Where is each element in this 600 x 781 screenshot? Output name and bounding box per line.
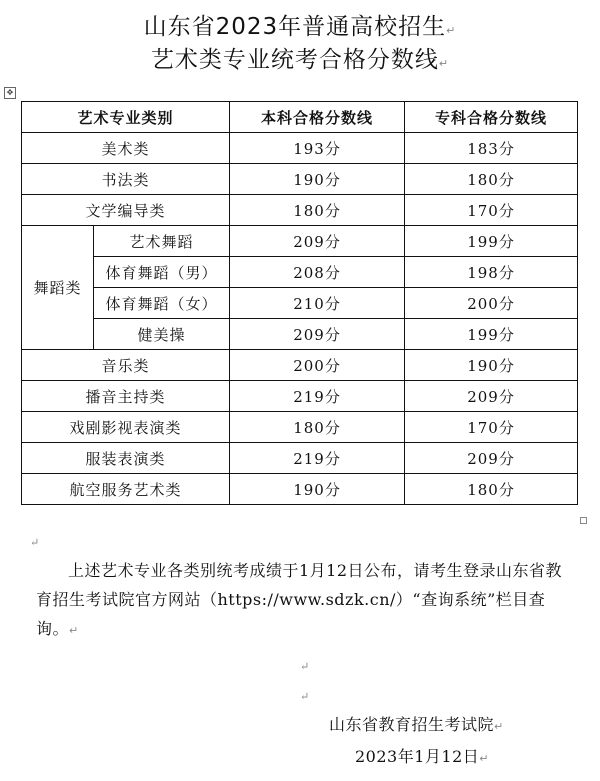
row-junior: 198分 [405, 257, 578, 288]
row-category: 美术类 [22, 133, 230, 164]
row-undergrad: 219分 [230, 381, 405, 412]
row-undergrad: 200分 [230, 350, 405, 381]
row-category: 音乐类 [22, 350, 230, 381]
row-junior: 209分 [405, 381, 578, 412]
row-junior: 170分 [405, 195, 578, 226]
row-undergrad: 210分 [230, 288, 405, 319]
row-junior: 190分 [405, 350, 578, 381]
row-undergrad: 209分 [230, 226, 405, 257]
table-row [22, 257, 578, 288]
row-undergrad: 208分 [230, 257, 405, 288]
dance-group-cell: 舞蹈类 [22, 226, 94, 350]
row-category: 体育舞蹈（女） [94, 288, 230, 319]
row-junior: 183分 [405, 133, 578, 164]
score-table [21, 101, 578, 505]
row-junior: 170分 [405, 412, 578, 443]
row-undergrad: 193分 [230, 133, 405, 164]
notice-paragraph: 上述艺术专业各类别统考成绩于1月12日公布，请考生登录山东省教育招生考试院官方网站（https://www.sdzk.cn/）“查询系统”栏目查询。↵ [36, 561, 563, 638]
row-category: 服装表演类 [22, 443, 230, 474]
header-undergrad: 本科合格分数线 [230, 102, 405, 133]
row-undergrad: 190分 [230, 474, 405, 505]
table-row [22, 288, 578, 319]
row-category: 文学编导类 [22, 195, 230, 226]
table-row [22, 319, 578, 350]
table-row [22, 226, 578, 257]
row-category: 体育舞蹈（男） [94, 257, 230, 288]
table-row [22, 381, 578, 412]
row-undergrad: 180分 [230, 412, 405, 443]
paragraph-mark-icon: ↵ [30, 536, 40, 549]
table-move-handle-icon[interactable]: ✥ [4, 87, 16, 99]
row-undergrad: 190分 [230, 164, 405, 195]
row-undergrad: 180分 [230, 195, 405, 226]
title-line-1: 山东省2023年普通高校招生↵ [143, 14, 457, 40]
row-junior: 180分 [405, 164, 578, 195]
row-category: 航空服务艺术类 [22, 474, 230, 505]
row-junior: 199分 [405, 226, 578, 257]
row-category: 艺术舞蹈 [94, 226, 230, 257]
signature-org: 山东省教育招生考试院↵ [329, 715, 504, 734]
signature-date: 2023年1月12日↵ [355, 747, 489, 766]
table-row [22, 133, 578, 164]
row-junior: 199分 [405, 319, 578, 350]
header-category: 艺术专业类别 [22, 102, 230, 133]
row-undergrad: 209分 [230, 319, 405, 350]
table-end-marker [580, 517, 587, 524]
row-undergrad: 219分 [230, 443, 405, 474]
paragraph-mark-icon: ↵ [300, 660, 310, 673]
header-junior: 专科合格分数线 [405, 102, 578, 133]
row-category: 播音主持类 [22, 381, 230, 412]
table-row [22, 350, 578, 381]
title-line-2: 艺术类专业统考合格分数线↵ [150, 47, 450, 73]
table-row [22, 443, 578, 474]
table-header-row [22, 102, 578, 133]
row-category: 健美操 [94, 319, 230, 350]
row-category: 戏剧影视表演类 [22, 412, 230, 443]
row-junior: 209分 [405, 443, 578, 474]
table-row [22, 195, 578, 226]
table-row [22, 164, 578, 195]
table-row [22, 474, 578, 505]
row-junior: 200分 [405, 288, 578, 319]
row-junior: 180分 [405, 474, 578, 505]
paragraph-mark-icon: ↵ [300, 690, 310, 703]
row-category: 书法类 [22, 164, 230, 195]
table-row [22, 412, 578, 443]
